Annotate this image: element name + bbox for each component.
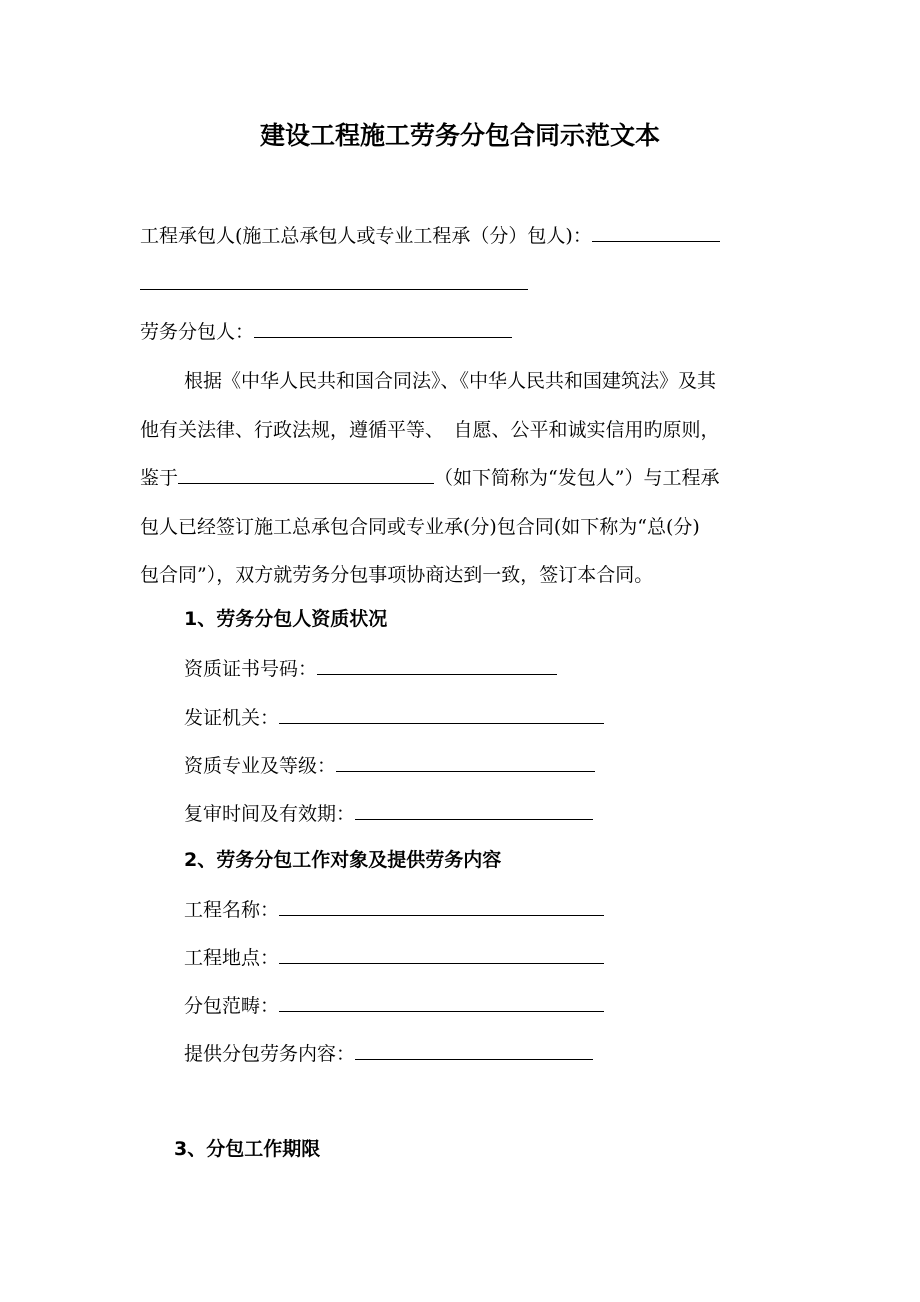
review-validity-label: 复审时间及有效期： [184, 803, 356, 825]
intro-line-4: 包人已经签订施工总承包合同或专业承(分)包合同(如下称为“总(分) [140, 515, 700, 538]
intro-line-3-prefix: 鉴于 [140, 467, 179, 489]
contractor-blank [592, 219, 720, 242]
document-title: 建设工程施工劳务分包合同示范文本 [259, 121, 660, 150]
section-1-heading: 1、劳务分包人资质状况 [184, 608, 388, 630]
intro-line-3 [140, 454, 795, 503]
intro-line-5: 包合同”），双方就劳务分包事项协商达到一致，签订本合同。 [140, 564, 654, 586]
employer-blank [178, 461, 434, 484]
labor-content-label: 提供分包劳务内容： [184, 1043, 356, 1065]
review-validity-blank [355, 797, 593, 820]
section-3-heading: 3、分包工作期限 [174, 1138, 321, 1160]
issuing-authority-line [184, 701, 604, 733]
project-name-label: 工程名称： [184, 899, 280, 921]
subcontractor-blank [254, 315, 512, 338]
subcontract-scope-blank [279, 989, 604, 1012]
subcontractor-line [140, 315, 512, 347]
intro-line-1: 根据《中华人民共和国合同法》、《中华人民共和国建筑法》及其 [184, 370, 717, 392]
cert-number-line [184, 652, 557, 684]
project-name-blank [279, 893, 604, 916]
project-location-line [184, 941, 604, 973]
project-location-label: 工程地点： [184, 947, 280, 969]
labor-content-blank [355, 1037, 593, 1060]
contractor-blank-continued [140, 289, 528, 290]
cert-number-blank [317, 652, 557, 675]
review-validity-line [184, 797, 593, 829]
subcontract-scope-label: 分包范畴： [184, 995, 280, 1017]
issuing-authority-blank [279, 701, 604, 724]
labor-content-line [184, 1037, 593, 1069]
subcontractor-label: 劳务分包人： [140, 321, 255, 343]
project-name-line [184, 893, 604, 925]
contractor-label: 工程承包人(施工总承包人或专业工程承（分）包人)： [140, 225, 592, 247]
intro-line-2: 他有关法律、行政法规，遵循平等、 自愿、公平和诚实信用旳原则， [140, 418, 720, 441]
project-location-blank [279, 941, 604, 964]
subcontract-scope-line [184, 989, 604, 1021]
intro-paragraph [140, 357, 795, 600]
intro-line-3-suffix: （如下简称为“发包人”）与工程承 [434, 467, 720, 489]
contractor-line [140, 219, 720, 251]
issuing-authority-label: 发证机关： [184, 707, 280, 729]
cert-number-label: 资质证书号码： [184, 658, 318, 680]
specialty-grade-label: 资质专业及等级： [184, 755, 337, 777]
specialty-grade-line [184, 749, 595, 781]
section-2-heading: 2、劳务分包工作对象及提供劳务内容 [184, 849, 502, 871]
specialty-grade-blank [336, 749, 595, 772]
